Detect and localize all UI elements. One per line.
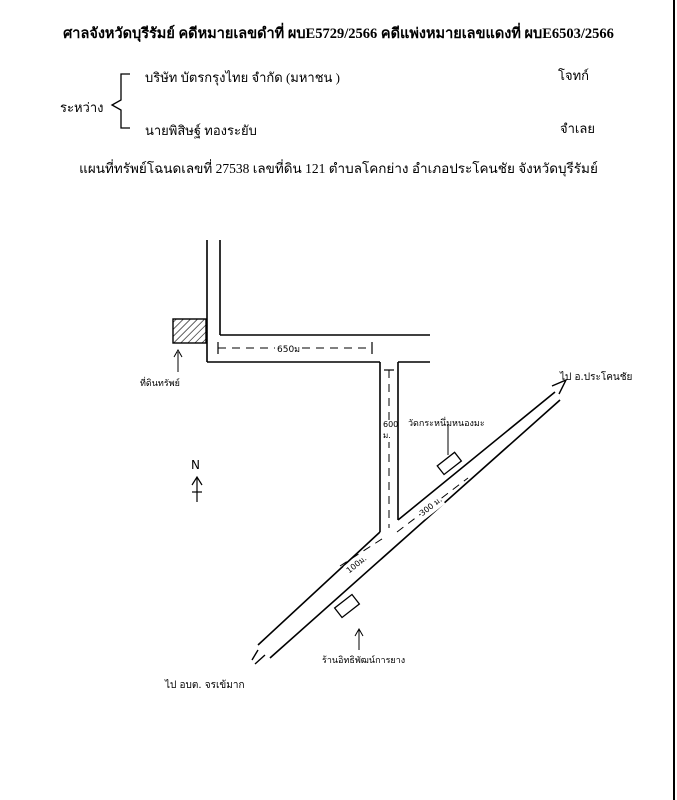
distance-top-road: 650ม: [275, 342, 302, 356]
to-right-label: ไป อ.ประโคนชัย: [560, 372, 633, 383]
plaintiff-role: โจทก์: [558, 68, 590, 83]
distance-main-right: 300 ม.: [417, 495, 444, 518]
temple-label: วัดกระหนึ่มหนองมะ: [408, 419, 485, 429]
distance-vertical-road: 600 ม.: [383, 420, 399, 440]
property-label: ที่ดินทรัพย์: [140, 379, 180, 389]
shop-label: ร้านอิทธิพัฒน์การยาง: [322, 656, 406, 666]
party-brace: [112, 74, 130, 128]
map-subtitle: แผนที่ทรัพย์โฉนดเลขที่ 27538 เลขที่ดิน 121 ตำบลโคกย่าง อำเภอประโคนชัย จังหวัดบุรีรัมย์: [79, 161, 598, 176]
defendant-name: นายพิสิษฐ์ ทองระยับ: [145, 123, 257, 138]
road-top-left: [207, 240, 430, 362]
defendant-role: จำเลย: [560, 121, 595, 136]
north-arrow: [192, 477, 202, 502]
between-label: ระหว่าง: [60, 100, 104, 115]
plaintiff-name: บริษัท บัตรกรุงไทย จำกัด (มหาชน ): [145, 70, 341, 85]
distance-main-left: 100ม.: [344, 553, 369, 576]
arrow-left-direction: [252, 650, 265, 664]
north-label: N: [191, 458, 200, 472]
property-marker: [173, 319, 206, 343]
document-title: ศาลจังหวัดบุรีรัมย์ คดีหมายเลขดำที่ ผบE5729/2566 คดีแพ่งหมายเลขแดงที่ ผบE6503/2566: [63, 26, 614, 42]
road-main: [258, 392, 560, 658]
to-left-label: ไป อบต. จรเข้มาก: [165, 680, 245, 691]
